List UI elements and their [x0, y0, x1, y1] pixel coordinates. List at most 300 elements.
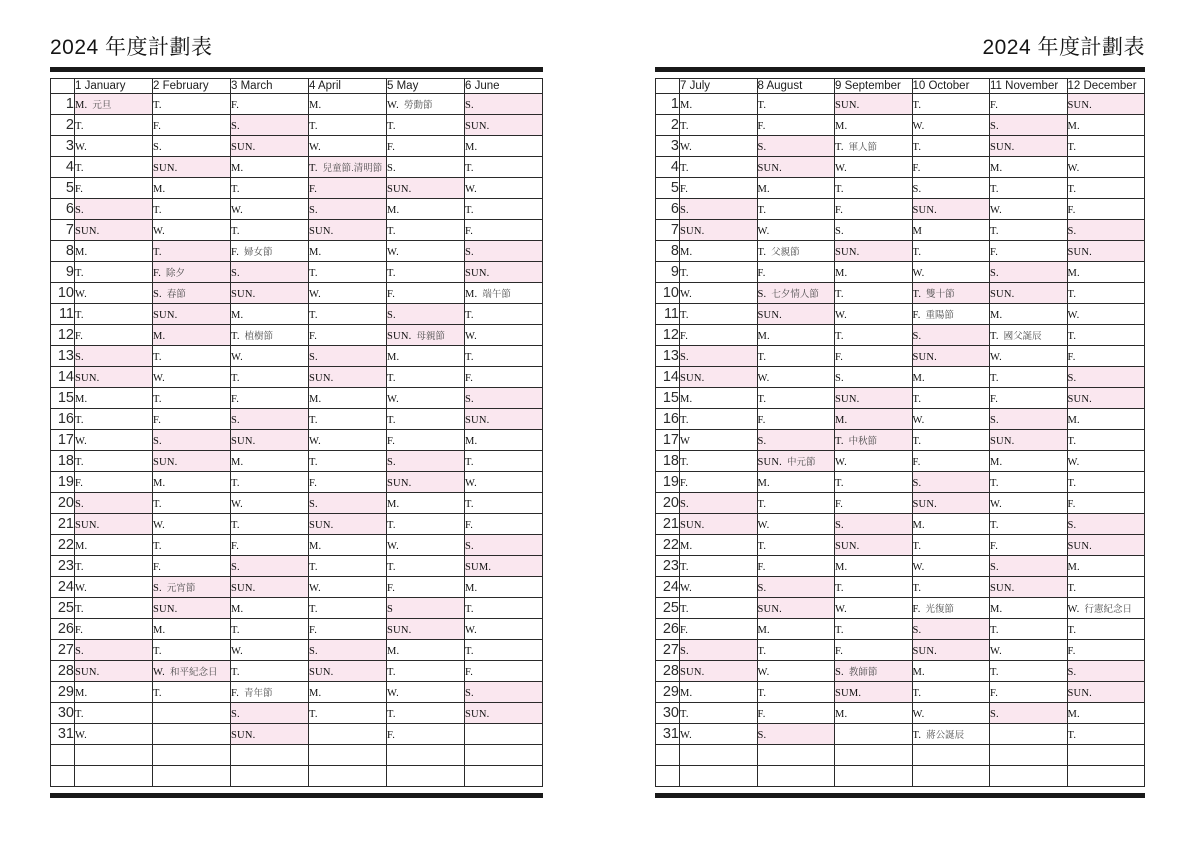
day-abbrev: M. — [309, 247, 322, 258]
day-abbrev: T. — [75, 310, 84, 321]
day-cell — [309, 283, 387, 304]
day-cell — [231, 703, 309, 724]
day-cell — [231, 724, 309, 745]
day-abbrev: T. — [757, 100, 767, 111]
day-abbrev: M. — [835, 709, 848, 720]
day-cell — [912, 388, 990, 409]
day-cell — [387, 283, 465, 304]
day-abbrev: M. — [757, 478, 770, 489]
day-abbrev: F. — [153, 562, 162, 573]
day-abbrev: F. — [231, 394, 240, 405]
day-abbrev: SUN. — [990, 583, 1015, 594]
day-number: 25 — [656, 598, 680, 619]
day-number: 12 — [656, 325, 680, 346]
day-abbrev: T. — [309, 562, 318, 573]
day-abbrev: W — [680, 436, 691, 447]
day-cell — [1067, 283, 1145, 304]
day-abbrev: W. — [465, 478, 477, 489]
day-abbrev: S. — [309, 352, 318, 363]
day-cell — [990, 241, 1068, 262]
day-cell — [309, 514, 387, 535]
day-cell — [465, 136, 543, 157]
day-cell — [835, 409, 913, 430]
day-abbrev: M. — [1067, 268, 1080, 279]
day-abbrev: SUN. — [387, 478, 412, 489]
day-number: 2 — [51, 115, 75, 136]
day-abbrev: W. — [680, 583, 692, 594]
day-abbrev: W. — [757, 520, 770, 531]
day-abbrev: F. — [757, 562, 766, 573]
day-abbrev: W. — [309, 436, 321, 447]
day-cell — [309, 619, 387, 640]
day-abbrev: SUN. — [912, 646, 937, 657]
day-number: 21 — [51, 514, 75, 535]
day-abbrev: W. — [912, 709, 925, 720]
day-cell — [990, 220, 1068, 241]
day-number: 4 — [51, 157, 75, 178]
day-cell — [757, 619, 835, 640]
day-abbrev: T. — [680, 415, 689, 426]
day-cell — [680, 94, 758, 115]
day-cell — [153, 577, 231, 598]
day-abbrev: S. — [835, 667, 844, 678]
day-cell — [680, 703, 758, 724]
day-abbrev: F. — [990, 394, 999, 405]
day-cell — [153, 346, 231, 367]
day-abbrev: S. — [680, 205, 689, 216]
month-header: 7 July — [680, 79, 758, 94]
day-cell — [387, 514, 465, 535]
day-cell — [680, 325, 758, 346]
day-cell — [75, 220, 153, 241]
day-cell — [387, 304, 465, 325]
day-abbrev: W. — [75, 289, 87, 300]
day-cell — [465, 388, 543, 409]
day-abbrev: SUN. — [1067, 100, 1092, 111]
day-number: 5 — [656, 178, 680, 199]
planner-page-left — [50, 36, 543, 798]
day-cell — [231, 94, 309, 115]
day-cell — [1067, 304, 1145, 325]
day-abbrev: T. — [153, 541, 162, 552]
holiday-label: 婦女節 — [244, 247, 273, 258]
day-abbrev: SUN. — [835, 100, 860, 111]
day-cell — [912, 94, 990, 115]
day-cell — [912, 577, 990, 598]
day-abbrev: F. — [231, 100, 240, 111]
day-abbrev: F. — [465, 373, 474, 384]
day-cell — [757, 136, 835, 157]
day-abbrev: S. — [680, 646, 689, 657]
day-cell — [990, 640, 1068, 661]
day-cell — [680, 766, 758, 787]
day-abbrev: F. — [231, 247, 240, 258]
day-cell — [912, 514, 990, 535]
day-abbrev: SUN. — [990, 289, 1015, 300]
day-abbrev: W. — [231, 499, 243, 510]
day-cell — [75, 178, 153, 199]
day-abbrev: T. — [387, 709, 396, 720]
day-abbrev: SUN. — [1067, 541, 1092, 552]
day-number: 22 — [51, 535, 75, 556]
day-cell — [75, 514, 153, 535]
day-abbrev: T. — [1067, 625, 1077, 636]
day-number: 15 — [51, 388, 75, 409]
day-cell — [387, 577, 465, 598]
day-cell — [990, 157, 1068, 178]
day-cell — [465, 556, 543, 577]
day-cell — [835, 241, 913, 262]
day-cell — [990, 682, 1068, 703]
day-abbrev: F. — [912, 163, 921, 174]
day-abbrev: F. — [912, 310, 921, 321]
day-abbrev: F. — [75, 625, 84, 636]
day-cell — [757, 325, 835, 346]
day-abbrev: SUN. — [387, 184, 412, 195]
day-cell — [757, 346, 835, 367]
month-header: 8 August — [757, 79, 835, 94]
day-abbrev: T. — [757, 688, 767, 699]
day-cell — [231, 451, 309, 472]
day-abbrev: W. — [153, 226, 165, 237]
day-cell — [75, 556, 153, 577]
day-cell — [1067, 115, 1145, 136]
day-abbrev: M. — [1067, 121, 1080, 132]
day-abbrev: T. — [757, 499, 767, 510]
day-cell — [990, 493, 1068, 514]
day-cell — [387, 640, 465, 661]
day-cell — [1067, 703, 1145, 724]
day-cell — [75, 304, 153, 325]
day-cell — [75, 388, 153, 409]
day-cell — [75, 766, 153, 787]
day-abbrev: S. — [757, 436, 767, 447]
day-cell — [757, 472, 835, 493]
day-abbrev: W. — [680, 289, 692, 300]
holiday-label: 除夕 — [166, 268, 186, 279]
day-cell — [1067, 262, 1145, 283]
day-cell — [680, 682, 758, 703]
day-cell — [990, 136, 1068, 157]
day-cell — [387, 430, 465, 451]
day-cell — [309, 157, 387, 178]
day-abbrev: S. — [1067, 520, 1077, 531]
day-cell — [912, 115, 990, 136]
day-cell — [990, 430, 1068, 451]
day-abbrev: T. — [231, 184, 240, 195]
day-cell — [387, 556, 465, 577]
month-header: 10 October — [912, 79, 990, 94]
day-cell — [309, 241, 387, 262]
day-cell — [75, 94, 153, 115]
day-abbrev: M. — [387, 352, 400, 363]
day-cell — [231, 640, 309, 661]
day-cell — [757, 94, 835, 115]
day-abbrev: W. — [75, 436, 87, 447]
day-cell — [680, 472, 758, 493]
day-cell — [153, 409, 231, 430]
day-cell — [465, 304, 543, 325]
day-abbrev: M. — [75, 100, 88, 111]
day-number: 15 — [656, 388, 680, 409]
day-abbrev: SUN. — [757, 457, 782, 468]
day-cell — [153, 472, 231, 493]
day-abbrev: T. — [757, 247, 767, 258]
day-abbrev: T. — [1067, 583, 1077, 594]
day-number: 19 — [656, 472, 680, 493]
day-abbrev: T. — [990, 226, 999, 237]
day-number: 28 — [51, 661, 75, 682]
day-abbrev: F. — [309, 331, 318, 342]
day-abbrev: S. — [231, 268, 240, 279]
day-cell — [680, 493, 758, 514]
day-abbrev: W. — [387, 394, 399, 405]
day-abbrev: S. — [757, 730, 767, 741]
day-number: 17 — [51, 430, 75, 451]
day-abbrev: T. — [990, 331, 999, 342]
day-abbrev: M. — [990, 457, 1003, 468]
day-cell — [912, 724, 990, 745]
day-cell — [1067, 556, 1145, 577]
day-cell — [1067, 325, 1145, 346]
day-cell — [990, 283, 1068, 304]
day-cell — [835, 703, 913, 724]
day-number: 26 — [656, 619, 680, 640]
day-abbrev: F. — [309, 478, 318, 489]
day-abbrev: W. — [990, 352, 1002, 363]
day-abbrev: M. — [1067, 415, 1080, 426]
day-cell — [153, 283, 231, 304]
day-cell — [309, 682, 387, 703]
day-abbrev: SUN. — [757, 163, 782, 174]
day-abbrev: T. — [309, 457, 318, 468]
day-cell — [912, 472, 990, 493]
day-number: 27 — [51, 640, 75, 661]
day-abbrev: T. — [990, 625, 999, 636]
day-cell — [757, 409, 835, 430]
day-abbrev: S. — [387, 163, 396, 174]
day-cell — [75, 577, 153, 598]
day-abbrev: F. — [912, 457, 921, 468]
day-abbrev: S. — [465, 100, 474, 111]
day-abbrev: F. — [1067, 205, 1076, 216]
day-abbrev: W. — [835, 457, 847, 468]
day-abbrev: SUN. — [1067, 394, 1092, 405]
day-cell — [387, 325, 465, 346]
day-number: 17 — [656, 430, 680, 451]
day-cell — [387, 661, 465, 682]
day-cell — [153, 535, 231, 556]
day-cell — [757, 493, 835, 514]
day-cell — [309, 451, 387, 472]
day-cell — [990, 409, 1068, 430]
day-abbrev: F. — [990, 541, 999, 552]
day-abbrev: F. — [835, 499, 844, 510]
day-cell — [757, 514, 835, 535]
day-number: 3 — [656, 136, 680, 157]
day-abbrev: W. — [990, 499, 1002, 510]
day-abbrev: W. — [309, 289, 321, 300]
day-cell — [990, 535, 1068, 556]
day-number: 5 — [51, 178, 75, 199]
day-abbrev: T. — [757, 352, 767, 363]
day-cell — [912, 640, 990, 661]
day-cell — [1067, 241, 1145, 262]
day-abbrev: F. — [75, 331, 84, 342]
day-cell — [153, 451, 231, 472]
day-cell — [680, 157, 758, 178]
day-cell — [75, 199, 153, 220]
day-cell — [912, 535, 990, 556]
day-abbrev: F. — [387, 730, 396, 741]
day-cell — [912, 157, 990, 178]
day-abbrev: SUN. — [835, 541, 860, 552]
day-cell — [465, 745, 543, 766]
day-abbrev: M. — [153, 625, 166, 636]
day-abbrev: T. — [757, 394, 767, 405]
day-cell — [387, 178, 465, 199]
day-abbrev: T. — [387, 268, 396, 279]
day-cell — [1067, 388, 1145, 409]
day-abbrev: F. — [1067, 646, 1076, 657]
day-abbrev: SUN. — [912, 352, 937, 363]
day-abbrev: F. — [153, 415, 162, 426]
day-abbrev: T. — [990, 667, 999, 678]
day-cell — [680, 388, 758, 409]
day-abbrev: W. — [153, 520, 165, 531]
day-cell — [1067, 157, 1145, 178]
day-abbrev: W. — [757, 373, 770, 384]
day-abbrev: W. — [465, 625, 477, 636]
month-header: 9 September — [835, 79, 913, 94]
day-abbrev: SUN. — [231, 142, 256, 153]
day-cell — [912, 241, 990, 262]
day-cell — [75, 157, 153, 178]
day-cell — [309, 178, 387, 199]
month-header: 1 January — [75, 79, 153, 94]
day-cell — [680, 535, 758, 556]
day-cell — [387, 598, 465, 619]
day-abbrev: S. — [153, 142, 162, 153]
day-abbrev: S. — [387, 457, 396, 468]
day-abbrev: F. — [1067, 352, 1076, 363]
day-abbrev: T. — [835, 478, 844, 489]
day-number: 31 — [656, 724, 680, 745]
day-abbrev: T. — [757, 205, 767, 216]
day-cell — [231, 535, 309, 556]
day-cell — [1067, 493, 1145, 514]
day-abbrev: T. — [990, 520, 999, 531]
day-abbrev: M. — [912, 667, 925, 678]
day-cell — [153, 304, 231, 325]
day-abbrev: S. — [153, 436, 162, 447]
day-cell — [990, 766, 1068, 787]
day-cell — [835, 94, 913, 115]
day-abbrev: S. — [990, 268, 999, 279]
day-abbrev: F. — [990, 100, 999, 111]
day-cell — [231, 598, 309, 619]
day-abbrev: M. — [465, 142, 478, 153]
day-cell — [387, 409, 465, 430]
day-abbrev: SUN. — [309, 373, 334, 384]
day-abbrev: SUN. — [75, 373, 100, 384]
day-abbrev: SUN. — [680, 373, 705, 384]
holiday-label: 植樹節 — [244, 331, 274, 342]
day-cell — [153, 241, 231, 262]
day-cell — [465, 703, 543, 724]
day-cell — [153, 136, 231, 157]
day-abbrev: W. — [75, 583, 87, 594]
day-cell — [231, 661, 309, 682]
day-cell — [153, 325, 231, 346]
day-cell — [231, 262, 309, 283]
day-abbrev: T. — [75, 604, 84, 615]
day-abbrev: F. — [757, 121, 766, 132]
day-abbrev: T. — [835, 184, 844, 195]
day-number: 28 — [656, 661, 680, 682]
day-cell — [309, 94, 387, 115]
day-cell — [680, 640, 758, 661]
day-cell — [309, 640, 387, 661]
holiday-label: 父親節 — [771, 247, 800, 258]
day-abbrev: T. — [680, 268, 689, 279]
day-abbrev: W. — [1067, 310, 1080, 321]
day-number: 29 — [656, 682, 680, 703]
day-abbrev: W. — [75, 730, 87, 741]
day-abbrev: T. — [309, 310, 318, 321]
day-cell — [465, 157, 543, 178]
day-cell — [153, 262, 231, 283]
day-abbrev: S. — [912, 625, 922, 636]
day-cell — [387, 766, 465, 787]
day-cell — [231, 619, 309, 640]
day-cell — [465, 178, 543, 199]
day-cell — [757, 661, 835, 682]
day-abbrev: SUN. — [465, 121, 490, 132]
day-cell — [153, 115, 231, 136]
day-abbrev: W. — [912, 268, 925, 279]
day-cell — [680, 241, 758, 262]
day-abbrev: F. — [680, 478, 689, 489]
day-abbrev: SUN. — [231, 583, 256, 594]
day-abbrev: S. — [465, 688, 474, 699]
day-abbrev: S. — [990, 415, 999, 426]
day-cell — [990, 367, 1068, 388]
day-abbrev: T. — [309, 268, 318, 279]
day-cell — [990, 556, 1068, 577]
day-cell — [153, 493, 231, 514]
day-abbrev: S. — [757, 583, 767, 594]
day-number: 27 — [656, 640, 680, 661]
day-abbrev: M. — [75, 541, 88, 552]
day-abbrev: SUN. — [231, 436, 256, 447]
day-abbrev: SUN. — [387, 625, 412, 636]
day-abbrev: M. — [680, 394, 693, 405]
day-cell — [387, 346, 465, 367]
day-abbrev: F. — [465, 520, 474, 531]
day-cell — [465, 241, 543, 262]
day-cell — [912, 367, 990, 388]
day-cell — [835, 346, 913, 367]
day-cell — [231, 367, 309, 388]
day-cell — [912, 766, 990, 787]
day-abbrev: T. — [912, 730, 922, 741]
day-abbrev: M. — [835, 562, 848, 573]
day-cell — [231, 472, 309, 493]
day-abbrev: T. — [912, 688, 922, 699]
day-cell — [912, 325, 990, 346]
day-cell — [465, 220, 543, 241]
